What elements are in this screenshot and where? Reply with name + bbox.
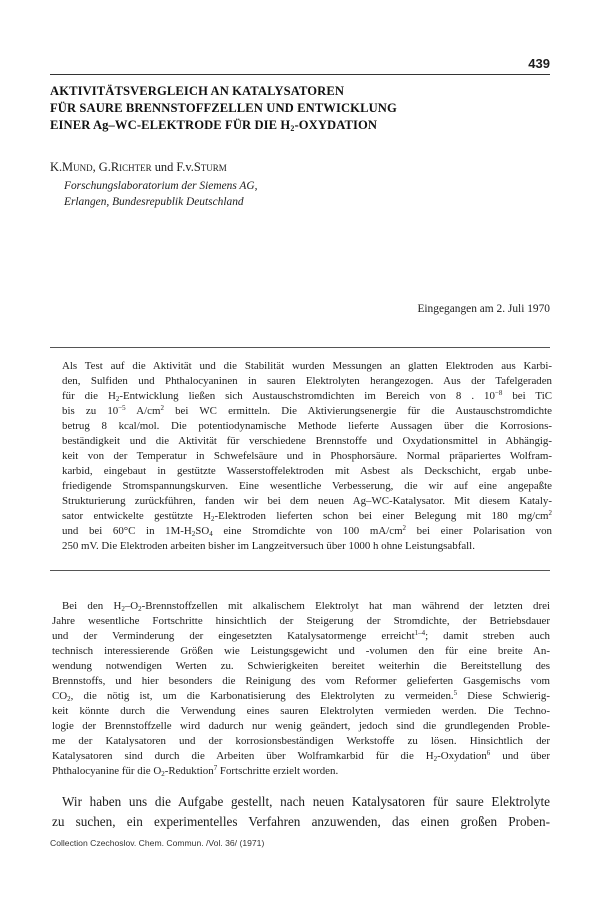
abstract-line: beständigkeit und die Aktivität für verschiedene Brennstoffe und Oxydationsmittel in Abhängig-: [62, 435, 552, 447]
abstract-line: den, Sulfiden und Phthalocyaninen in sauren Elektrolyten herangezogen. Aus der Tafelgeraden: [62, 375, 552, 387]
body-line: Phthalocyanine für die $O_2-Reduktion^7$ Fortschritte erzielt worden.: [52, 764, 339, 778]
abstract-line: Als Test auf die Aktivität und die Stabilität wurden Messungen an glatten Elektroden aus Karbi-: [62, 360, 552, 372]
body-line: Brennstoffs, und hier besonders die Reinigung des vom Reformer gelieferten Gasgemischs vom: [52, 675, 550, 687]
abstract-line: sator entwickelte gestützte $H_2$-Elektroden lieferten schon bei einer Belegung mit 180 $mg/cm^2$: [62, 509, 552, 523]
body-line: Wir haben uns die Aufgabe gestellt, nach neuen Katalysatoren für saure Elektrolyte: [62, 794, 550, 809]
body-line: $CO_2$, die nötig ist, um die Karbonatisierung des Elektrolyten zu vermeiden.$^5$ Diese Schwierig-: [52, 689, 551, 703]
body-line: Katalysatoren sind durch die Arbeiten über Wolframkarbid für die $H_2-Oxydation^6$ und über: [52, 749, 550, 763]
abstract-line: bis zu $10^{-5}$ $A/cm^2$ bei WC ermitteln. Die Aktivierungsenergie für die Austauschstromdichte: [62, 404, 552, 417]
affiliation-line-1: Forschungslaboratorium der Siemens AG,: [64, 180, 258, 192]
body-line: logie der Brennstoffzelle wird dadurch nur wenig geändert, jedoch sind die grundlegenden Proble-: [52, 720, 550, 732]
abstract-line: Strukturierung zurückführen, fanden wir bei dem neuen Ag–WC-Katalysator. Mit diesem Kataly-: [62, 495, 552, 507]
page-number: 439: [528, 56, 550, 71]
title-line-2: FÜR SAURE BRENNSTOFFZELLEN UND ENTWICKLUNG: [50, 101, 397, 115]
body-line: keit könnte durch die Verwendung eines sauren Elektrolyten vermieden werden. Die Techno-: [52, 705, 550, 717]
abstract-line: karbid, eingebaut in gestützte Wasserstoffelektroden mit Asbest als Deckschicht, ergab unbe-: [62, 465, 552, 477]
body-line: wendung notwendigen Werten zu. Schwierigkeiten bereitet weiterhin die Bereitstellung des: [52, 660, 550, 672]
abstract-line: friedigende Stromspannungskurven. Eine wesentliche Verbesserung, die wir auf eine angepaßte: [62, 480, 552, 492]
received-date: Eingegangen am 2. Juli 1970: [417, 303, 550, 315]
journal-footer: Collection Czechoslov. Chem. Commun. /Vol. 36/ (1971): [50, 838, 265, 848]
abstract-line: 250 mV. Die Elektroden arbeiten bisher im Langzeitversuch über 1000 h ohne Leistungsabfall.: [62, 540, 475, 552]
body-line: und der Verminderung der eingesetzten Katalysatormenge erreicht$^{1-4}$; damit streben auch: [52, 629, 550, 642]
article-title: [50, 83, 550, 134]
abstract-line: keit von der Temperatur in Schwefelsäure und in Phosphorsäure. Normal präpariertes Wolfram-: [62, 450, 552, 462]
abstract-line: betrug 8 kcal/mol. Die potentiodynamische Methode lieferte Aussagen über die Korrosions-: [62, 420, 552, 432]
body-line: Jahre wesentliche Fortschritte hinsichtlich der Steigerung der Stromdichte, der Betriebsdauer: [52, 615, 550, 627]
body-line: me der Katalysatoren und der korrosionsbeständigen Werkstoffe zu lösen. Hinsichtlich der: [52, 735, 550, 747]
header-rule: [50, 74, 550, 75]
abstract-line: und bei 60°C in $1M-H_2SO_4$ eine Stromdichte von 100 $mA/cm^2$ bei einer Polarisation von: [62, 524, 552, 538]
abstract-line: für die $H_2$-Entwicklung ließen sich Austauschstromdichten im Bereich von 8 . $10^{-8}$ bei TiC: [62, 389, 552, 403]
body-line: technisch interessierende Größen wie Leistungsgewicht und -volumen den für eine breite An-: [52, 645, 550, 657]
affiliation-line-2: Erlangen, Bundesrepublik Deutschland: [64, 196, 244, 208]
title-line-1: AKTIVITÄTSVERGLEICH AN KATALYSATOREN: [50, 84, 345, 98]
affiliation: [64, 178, 257, 210]
body-line: Bei den $H_2-O_2$-Brennstoffzellen mit alkalischem Elektrolyt hat man während der letzten drei: [62, 600, 550, 613]
body-line: zu suchen, ein experimentelles Verfahren anzuwenden, das einen großen Proben-: [52, 814, 550, 829]
title-line-3: EINER Ag–WC-ELEKTRODE FÜR DIE $H_2$-OXYDATION: [50, 118, 378, 133]
author-list: K.Mund, G.Richter und F.v.Sturm: [50, 160, 227, 174]
